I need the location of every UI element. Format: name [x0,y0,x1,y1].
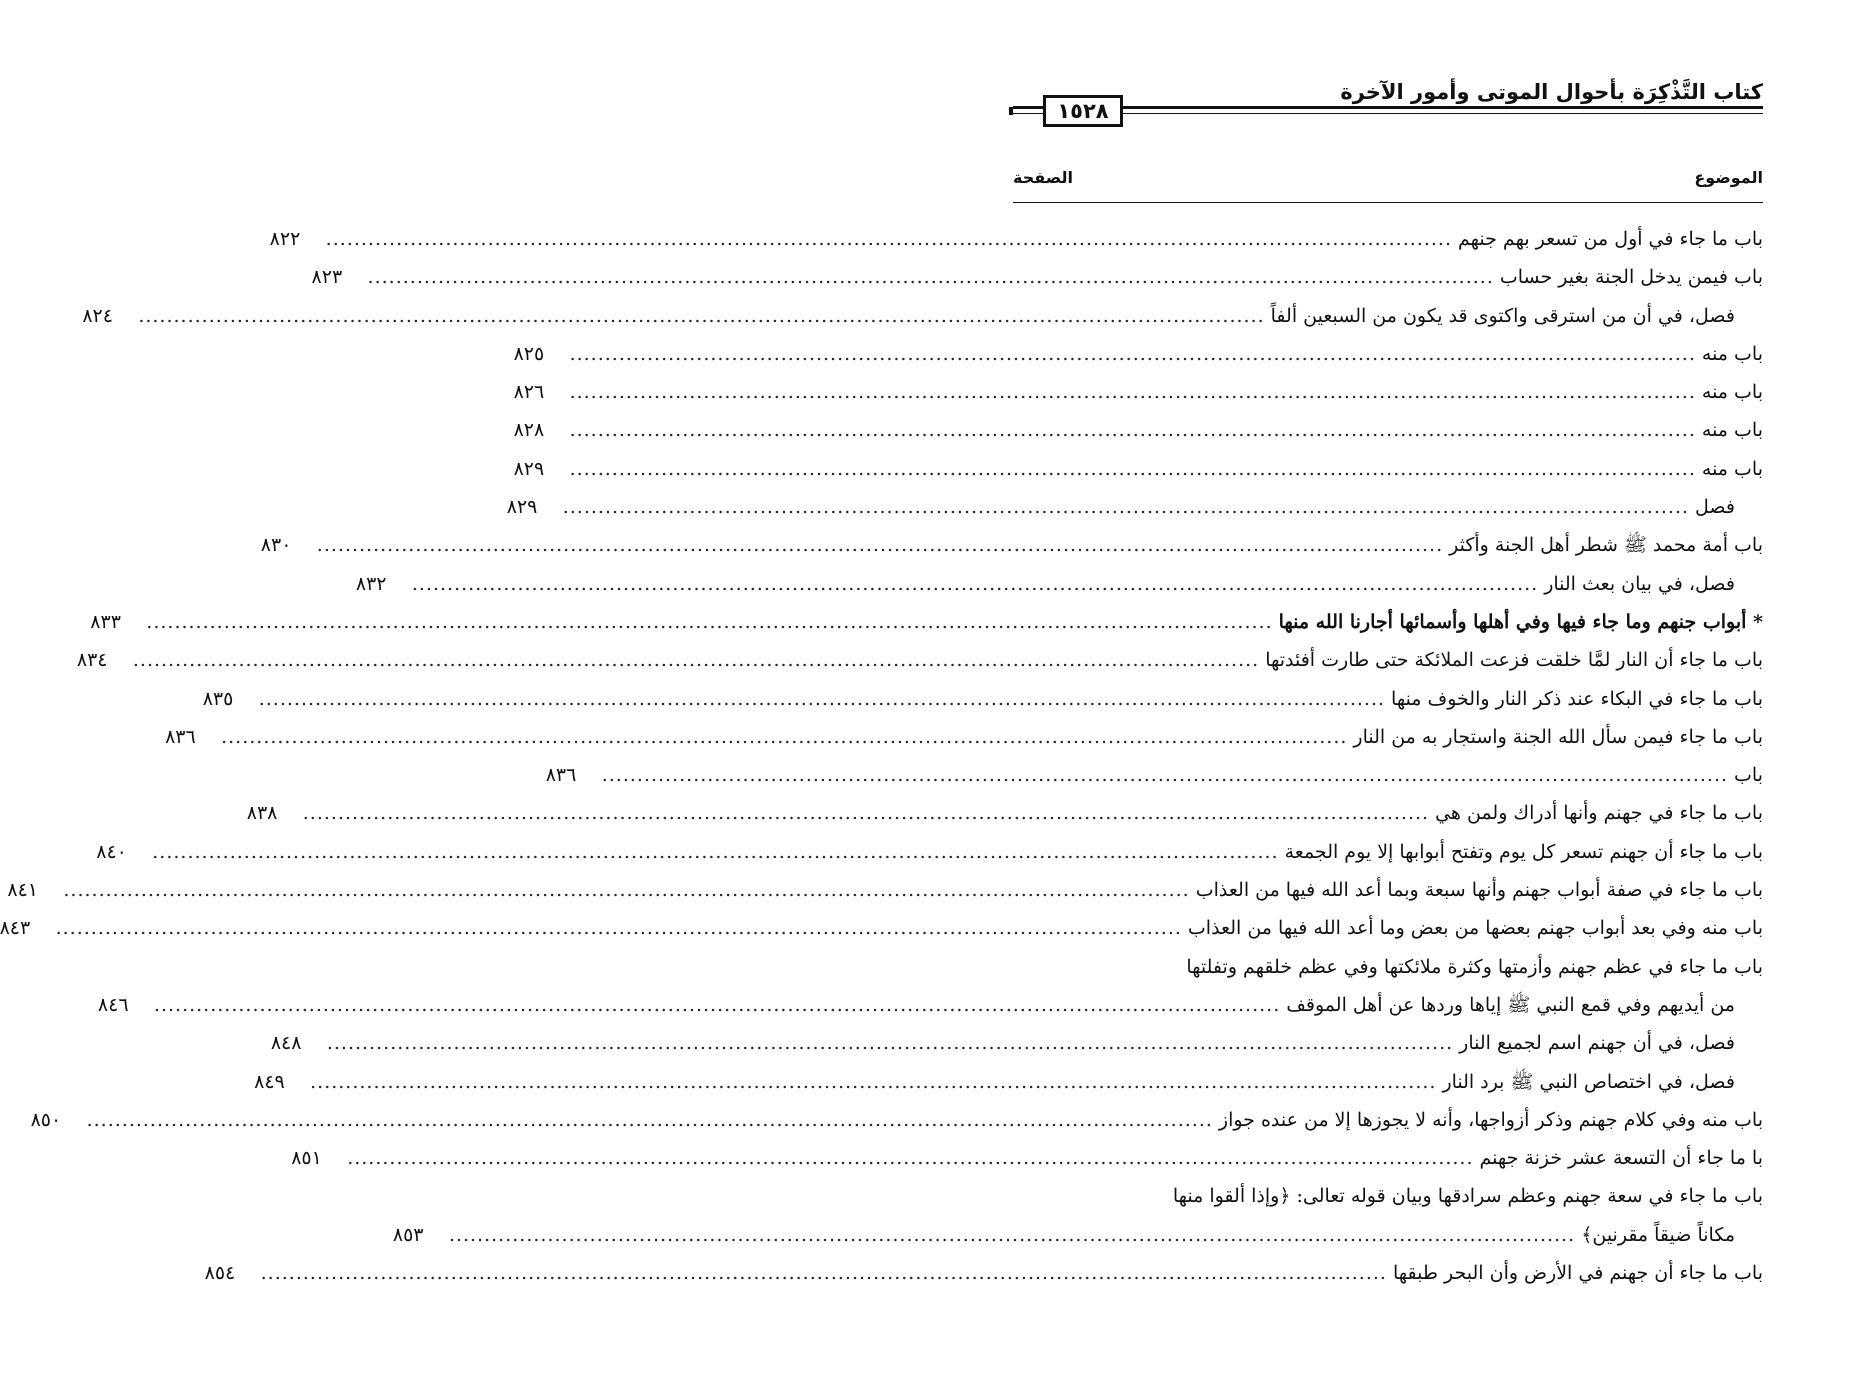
column-headings [1013,168,1763,200]
entry-title: باب منه وفي بعد أبواب جهنم بعضها من بعض وما أعد الله فيها من العذاب [1187,917,1763,940]
toc-entry [355,565,1763,603]
entry-page: ٨٤٣ [0,917,31,940]
entry-title: باب فيمن يدخل الجنة بغير حساب [1499,266,1763,289]
entry-title: با ما جاء أن التسعة عشر خزنة جهنم [1479,1147,1763,1170]
leader-dots: ................................................................................................................................................................ [411,572,1539,595]
page-column-heading: الصفحة [1013,168,1074,187]
toc-entry [311,258,1763,296]
leader-dots: ................................................................................................................................................................ [310,1070,1437,1093]
book-title: كتاب التَّذْكِرَة بأحوال الموتى وأمور الآخرة [1340,80,1763,104]
entry-title: باب منه [1701,419,1763,442]
toc-entries [0,220,1763,1292]
leader-dots: ................................................................................................................................................................ [221,725,1348,748]
entry-title: باب منه [1701,457,1763,480]
entry-page: ٨٢٩ [513,457,545,480]
entry-page: ٨٤١ [7,879,39,902]
toc-entry-first-line [1013,948,1763,986]
entry-title: باب ما جاء أن النار لمَّا خلقت فزعت الملائكة حتى طارت أفئدتها [1265,649,1763,672]
leader-dots: ................................................................................................................................................................ [367,266,1494,289]
entry-page: ٨٤٨ [270,1032,302,1055]
leader-dots: ................................................................................................................................................................ [302,802,1430,825]
entry-page: ٨٤٠ [96,840,127,863]
leader-dots: ................................................................................................................................................................ [86,1108,1213,1131]
entry-page: ٨٣٦ [545,764,577,787]
entry-title: * أبواب جنهم وما جاء فيها وفي أهلها وأسمائها أجارنا الله منها [1278,610,1763,633]
entry-page: ٨٢٨ [513,419,545,442]
header-rule-end [1009,107,1013,115]
entry-title: مكاناً ضيقاً مقرنين﴾ [1581,1223,1735,1246]
entry-page: ٨٢٦ [513,381,545,404]
leader-dots: ................................................................................................................................................................ [569,457,1696,480]
toc-entry [30,1101,1763,1139]
entry-title: باب منه [1701,381,1763,404]
entry-title: باب ما جاء فيمن سأل الله الجنة واستجار به من النار [1353,725,1763,748]
running-header [1013,78,1763,124]
leader-dots: ................................................................................................................................................................ [325,228,1452,250]
heading-rule [1013,202,1763,203]
entry-page: ٨٣٢ [355,572,387,595]
entry-page: ٨٣٨ [246,802,278,825]
entry-title: فصل، في أن جهنم اسم لجميع النار [1459,1032,1735,1055]
toc-entry-continuation [392,1216,1763,1254]
entry-page: ٨٢٢ [269,228,301,250]
entry-page: ٨٥٤ [204,1262,236,1285]
entry-page: ٨٣٣ [90,610,121,633]
leader-dots: ................................................................................................................................................................ [562,496,1690,519]
toc-entry [246,794,1763,832]
toc-entry [513,373,1763,411]
toc-entry [545,756,1763,794]
entry-page: ٨٢٤ [82,304,113,327]
toc-entry-continuation [97,986,1763,1024]
entry-title: باب ما جاء في أول من تسعر بهم جنهم [1458,228,1763,250]
toc-entry [513,411,1763,449]
toc-entry [202,680,1763,718]
entry-title: باب ما جاء في جهنم وأنها أدراك ولمن هي [1435,802,1763,825]
entry-page: ٨٣٥ [202,687,234,710]
leader-dots: ................................................................................................................................................................ [326,1032,1454,1055]
entry-title: باب أمة محمد ﷺ شطر أهل الجنة وأكثر [1449,534,1763,557]
entry-title: فصل، في بيان بعث النار [1544,572,1735,595]
leader-dots: ................................................................................................................................................................ [63,879,1190,902]
entry-page: ٨٢٩ [506,496,538,519]
page-number: ١٥٢٨ [1043,95,1123,127]
leader-dots: ................................................................................................................................................................ [153,993,1281,1016]
entry-page: ٨٥٠ [30,1108,62,1131]
leader-dots: ................................................................................................................................................................ [260,1262,1387,1285]
leader-dots: ................................................................................................................................................................ [569,342,1696,365]
entry-title: باب ما جاء في البكاء عند ذكر النار والخوف منها [1391,687,1763,710]
toc-section-entry [90,603,1763,641]
toc-page [0,78,1763,1292]
entry-title: فصل [1695,496,1735,519]
leader-dots: ................................................................................................................................................................ [146,610,1273,633]
toc-entry [0,909,1763,947]
entry-page: ٨٥١ [291,1147,322,1170]
toc-entry [291,1139,1763,1177]
entry-title: باب ما جاء في صفة أبواب جهنم وأنها سبعة وبما أعد الله فيها من العذاب [1195,879,1763,902]
toc-entry [270,1024,1763,1062]
toc-entry [7,871,1763,909]
leader-dots: ................................................................................................................................................................ [569,381,1696,404]
leader-dots: ................................................................................................................................................................ [152,840,1279,863]
entry-page: ٨٤٦ [97,993,129,1016]
toc-entry [204,1254,1763,1292]
toc-entry [506,488,1763,526]
entry-title: باب ما جاء أن جهنم تسعر كل يوم وتفتح أبوابها إلا يوم الجمعة [1284,840,1763,863]
toc-entry [254,1063,1763,1101]
toc-entry-first-line [1013,1177,1763,1215]
entry-title: باب [1734,764,1763,787]
leader-dots: ................................................................................................................................................................ [347,1147,1474,1170]
header-rule-thin [1013,113,1763,114]
toc-entry [82,297,1763,335]
leader-dots: ................................................................................................................................................................ [55,917,1182,940]
entry-page: ٨٣٦ [165,725,196,748]
leader-dots: ................................................................................................................................................................ [138,304,1265,327]
entry-title: فصل، في اختصاص النبي ﷺ برد النار [1442,1070,1735,1093]
toc-entry [260,526,1763,564]
subject-column-heading: الموضوع [1694,168,1763,187]
leader-dots: ................................................................................................................................................................ [569,419,1696,442]
entry-title: باب منه [1701,342,1763,365]
entry-page: ٨٣٤ [76,649,108,672]
entry-page: ٨٤٩ [254,1070,285,1093]
entry-page: ٨٢٥ [513,342,545,365]
leader-dots: ................................................................................................................................................................ [316,534,1444,557]
entry-title: باب ما جاء في سعة جهنم وعظم سرادقها وبيان قوله تعالى: ﴿وإذا ألقوا منها [1172,1185,1763,1208]
leader-dots: ................................................................................................................................................................ [601,764,1729,787]
entry-page: ٨٣٠ [260,534,292,557]
entry-title: فصل، في أن من استرقى واكتوى قد يكون من السبعين ألفاً [1270,304,1735,327]
entry-page: ٨٥٣ [392,1223,424,1246]
toc-entry [96,833,1763,871]
header-rule-thick [1013,106,1763,109]
toc-entry [513,450,1763,488]
toc-entry [76,641,1763,679]
entry-title: من أيديهم وفي قمع النبي ﷺ إياها وردها عن أهل الموقف [1286,993,1735,1016]
toc-entry [165,718,1763,756]
leader-dots: ................................................................................................................................................................ [448,1223,1576,1246]
leader-dots: ................................................................................................................................................................ [132,649,1260,672]
leader-dots: ................................................................................................................................................................ [258,687,1386,710]
entry-title: باب ما جاء في عظم جهنم وأزمتها وكثرة ملائكتها وفي عظم خلقهم وتفلتها [1186,955,1763,978]
entry-page: ٨٢٣ [311,266,343,289]
toc-entry [513,335,1763,373]
entry-title: باب ما جاء أن جهنم في الأرض وأن البحر طبقها [1392,1262,1763,1285]
toc-entry [269,220,1763,258]
entry-title: باب منه وفي كلام جهنم وذكر أزواجها، وأنه لا يجوزها إلا من عنده جواز [1218,1108,1763,1131]
